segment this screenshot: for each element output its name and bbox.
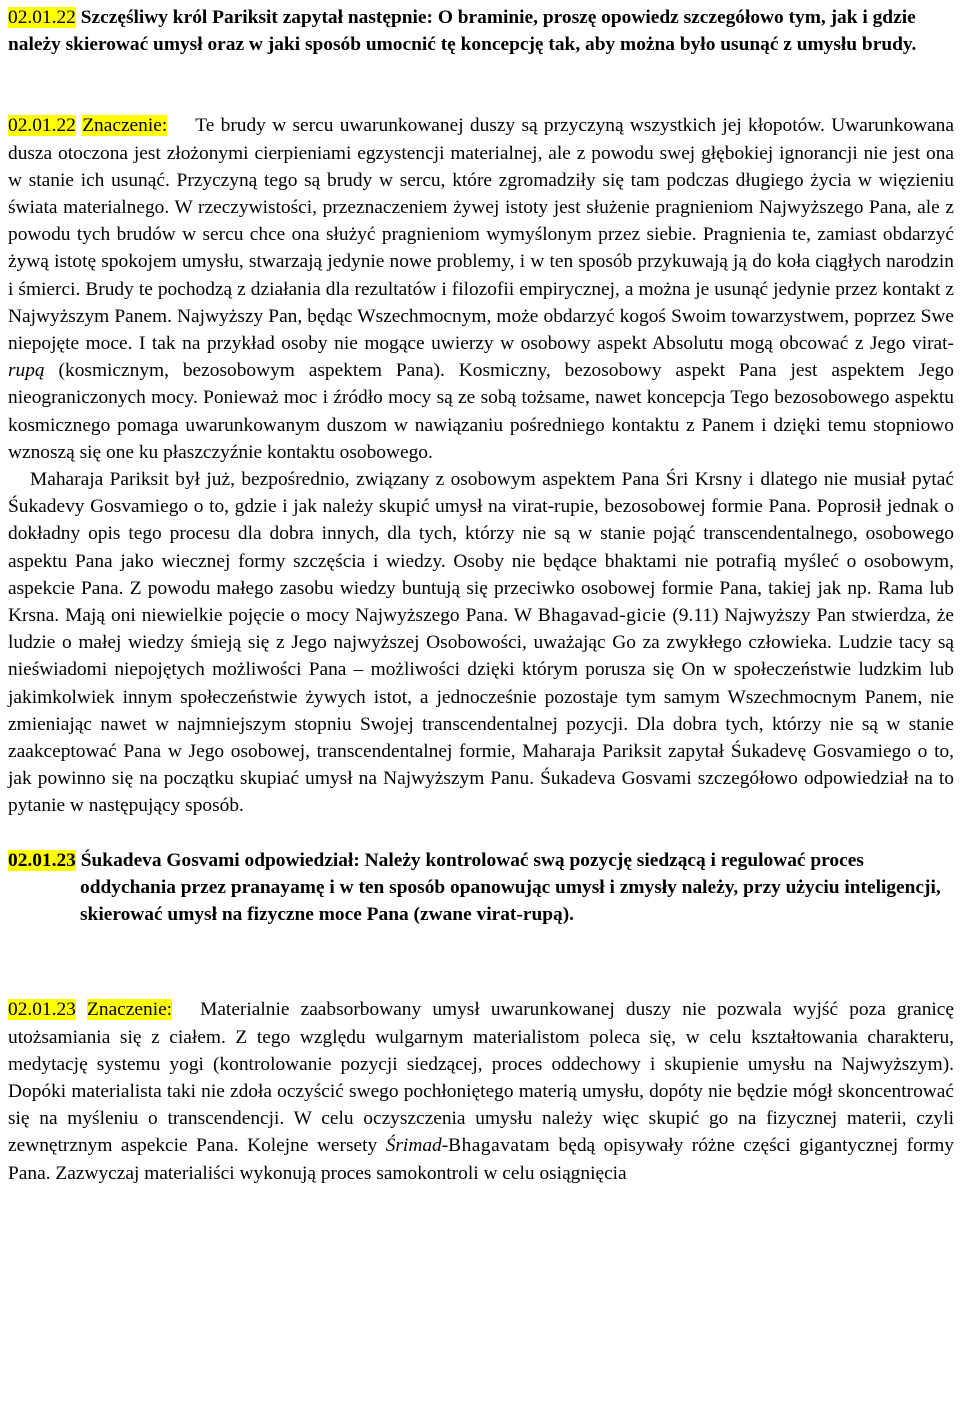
purport-text-a-02-01-23: Materialnie zaabsorbowany umysł uwarunkowanej duszy nie pozwala wyjść poza granicę utożsamiania się z ciałem. Z tego względu wulgarnym materialistom poleca się, w celu kształtowania charakteru, medytację systemu yogi (kontrolowanie pozycji siedzącej, proces oddechowy i skupienie umysłu na Najwyższym). Dopóki materialista taki nie zdoła oczyścić swego pochłoniętego materią umysłu, dopóty nie będzie mógł skoncentrować się na myśleniu o transcendencji. W celu oczyszczenia umysłu należy więc skupić go na fizycznej materii, czyli zewnętrznym aspekcie Pana. Kolejne wersety [8, 999, 954, 1157]
purport-bhagavatam: Bhagavatam [448, 1135, 551, 1157]
purport-para2-02-01-22 [8, 466, 954, 820]
purport-label-02-01-22: Znaczenie: [82, 115, 168, 137]
purport-para1-end-02-01-22: (kosmicznym, bezosobowym aspektem Pana). Kosmiczny, bezosobowy aspekt Pana jest aspektem Jego nieograniczonych mocy. Ponieważ moc i źródło mocy są ze sobą tożsame, nawet koncepcja Tego bezosobowego aspektu kosmicznego pomaga uwarunkowanym duszom w nawiązaniu pośredniego kontaktu z Panem i dzięki temu stopniowo wznoszą się one ku płaszczyźnie kontaktu osobowego. [8, 360, 954, 463]
purport-bhagavad-gita: Bhagavad-gicie [537, 605, 667, 627]
spacer [8, 58, 954, 112]
purport-para1-02-01-22: Te brudy w sercu uwarunkowanej duszy są przyczyną wszystkich jej kłopotów. Uwarunkowana dusza otoczona jest złożonymi cierpieniami egzystencji materialnej, ale z powodu swej głębokiej ignorancji nie jest ona w stanie ich usunąć. Przyczyną tego są brudy w sercu, które zgromadziły się tam podczas długiego życia w więzieniu świata materialnego. W rzeczywistości, przeznaczeniem żywej istoty jest służenie pragnieniom Najwyższego Pana, ale z powodu tych brudów w sercu chce ona służyć pragnieniom wymyślonym przez siebie. Pragnienia te, zamiast obdarzyć żywą istotę spokojem umysłu, stwarzają jedynie nowe problemy, i w ten sposób przykuwają ją do koła ciągłych narodzin i śmierci. Brudy te pochodzą z działania dla rezultatów i filozofii empirycznej, a można je usunąć jedynie przez kontakt z Najwyższym Panem. Najwyższy Pan, będąc Wszechmocnym, może obdarzyć kogoś Swoim towarzystwem, poprzez Swe niepojęte moce. I tak na przykład osoby nie mogące uwierzy w osobowy aspekt Absolutu mogą obcować z Jego virat- [8, 115, 954, 355]
document-page [8, 4, 954, 1187]
purport-para2a: Maharaja Pariksit był już, bezpośrednio, związany z osobowym aspektem Pana Śri Krsny i dlatego nie musiał pytać Śukadevy Gosvamiego o to, gdzie i jak należy skupić umysł na virat-rupie, bezosobowej formie Pana. Poprosił jednak o dokładny opis tego procesu dla dobra innych, dla tych, którzy nie są w stanie pojąć transcendentalnego, osobowego aspektu Pana jako wiecznej formy szczęścia i wiedzy. Osoby nie będące bhaktami nie potrafią myśleć o osobowym, aspekcie Pana. Z powodu małego zasobu wiedzy buntują się przeciwko osobowej formie Pana, takiej jak np. Rama lub Krsna. Mają oni niewielkie pojęcie o mocy Najwyższego Pana. W [8, 469, 954, 627]
verse-02-01-23 [8, 847, 954, 929]
purport-para2b: (9.11) Najwyższy Pan stwierdza, że ludzie o małej wiedzy śmieją się z Jego najwyższej Osobowości, uważając Go za zwykłego człowieka. Ludzie tacy są nieświadomi niepojętych możliwości Pana – możliwości dzięki którym porusza się On w społeczeństwie ludzkim lub jakimkolwiek innym społeczeństwie żywych istot, a jednocześnie pozostaje tym samym Wszechmocnym Panem, nie zmieniając nawet w najmniejszym stopniu Swojej transcendentalnej pozycji. Dla dobra tych, którzy nie są w stanie zaakceptować Pana w Jego osobowej, transcendentalnej formie, Maharaja Pariksit zapytał Śukadevę Gosvamiego o to, jak powinno się na początku skupiać umysł na Najwyższym Panu. Śukadeva Gosvami szczegółowo odpowiedział na to pytanie w następujący sposób. [8, 605, 954, 817]
verse-ref-02-01-23: 02.01.23 [8, 849, 76, 871]
verse-text-02-01-22: Szczęśliwy król Pariksit zapytał następnie: O braminie, proszę opowiedz szczegółowo tym, jak i gdzie należy skierować umysł oraz w jaki sposób umocnić tę koncepcję tak, aby można było usunąć z umysłu brudy. [8, 7, 917, 56]
purport-ref-02-01-22: 02.01.22 [8, 115, 76, 137]
purport-02-01-23 [8, 996, 954, 1186]
purport-02-01-22 [8, 112, 954, 466]
spacer [8, 928, 954, 996]
purport-srimad: Śrimad- [385, 1135, 449, 1157]
spacer [8, 820, 954, 847]
verse-02-01-22 [8, 4, 954, 58]
verse-text-02-01-23: Śukadeva Gosvami odpowiedział: Należy kontrolować swą pozycję siedzącą i regulować proces oddychania przez pranayamę i w ten sposób opanowując umysł i zmysły należy, przy użyciu inteligencji, skierować umysł na fizyczne moce Pana (zwane virat-rupą). [80, 849, 941, 926]
purport-text-b-02-01-23: będą opisywały różne części gigantycznej formy Pana. Zazwyczaj materialiści wykonują proces samokontroli w celu osiągnięcia [8, 1135, 954, 1184]
verse-ref-02-01-22: 02.01.22 [8, 7, 76, 28]
purport-label-02-01-23: Znaczenie: [87, 999, 173, 1021]
purport-ref-02-01-23: 02.01.23 [8, 999, 76, 1021]
purport-italic-rupa: rupą [8, 360, 45, 382]
